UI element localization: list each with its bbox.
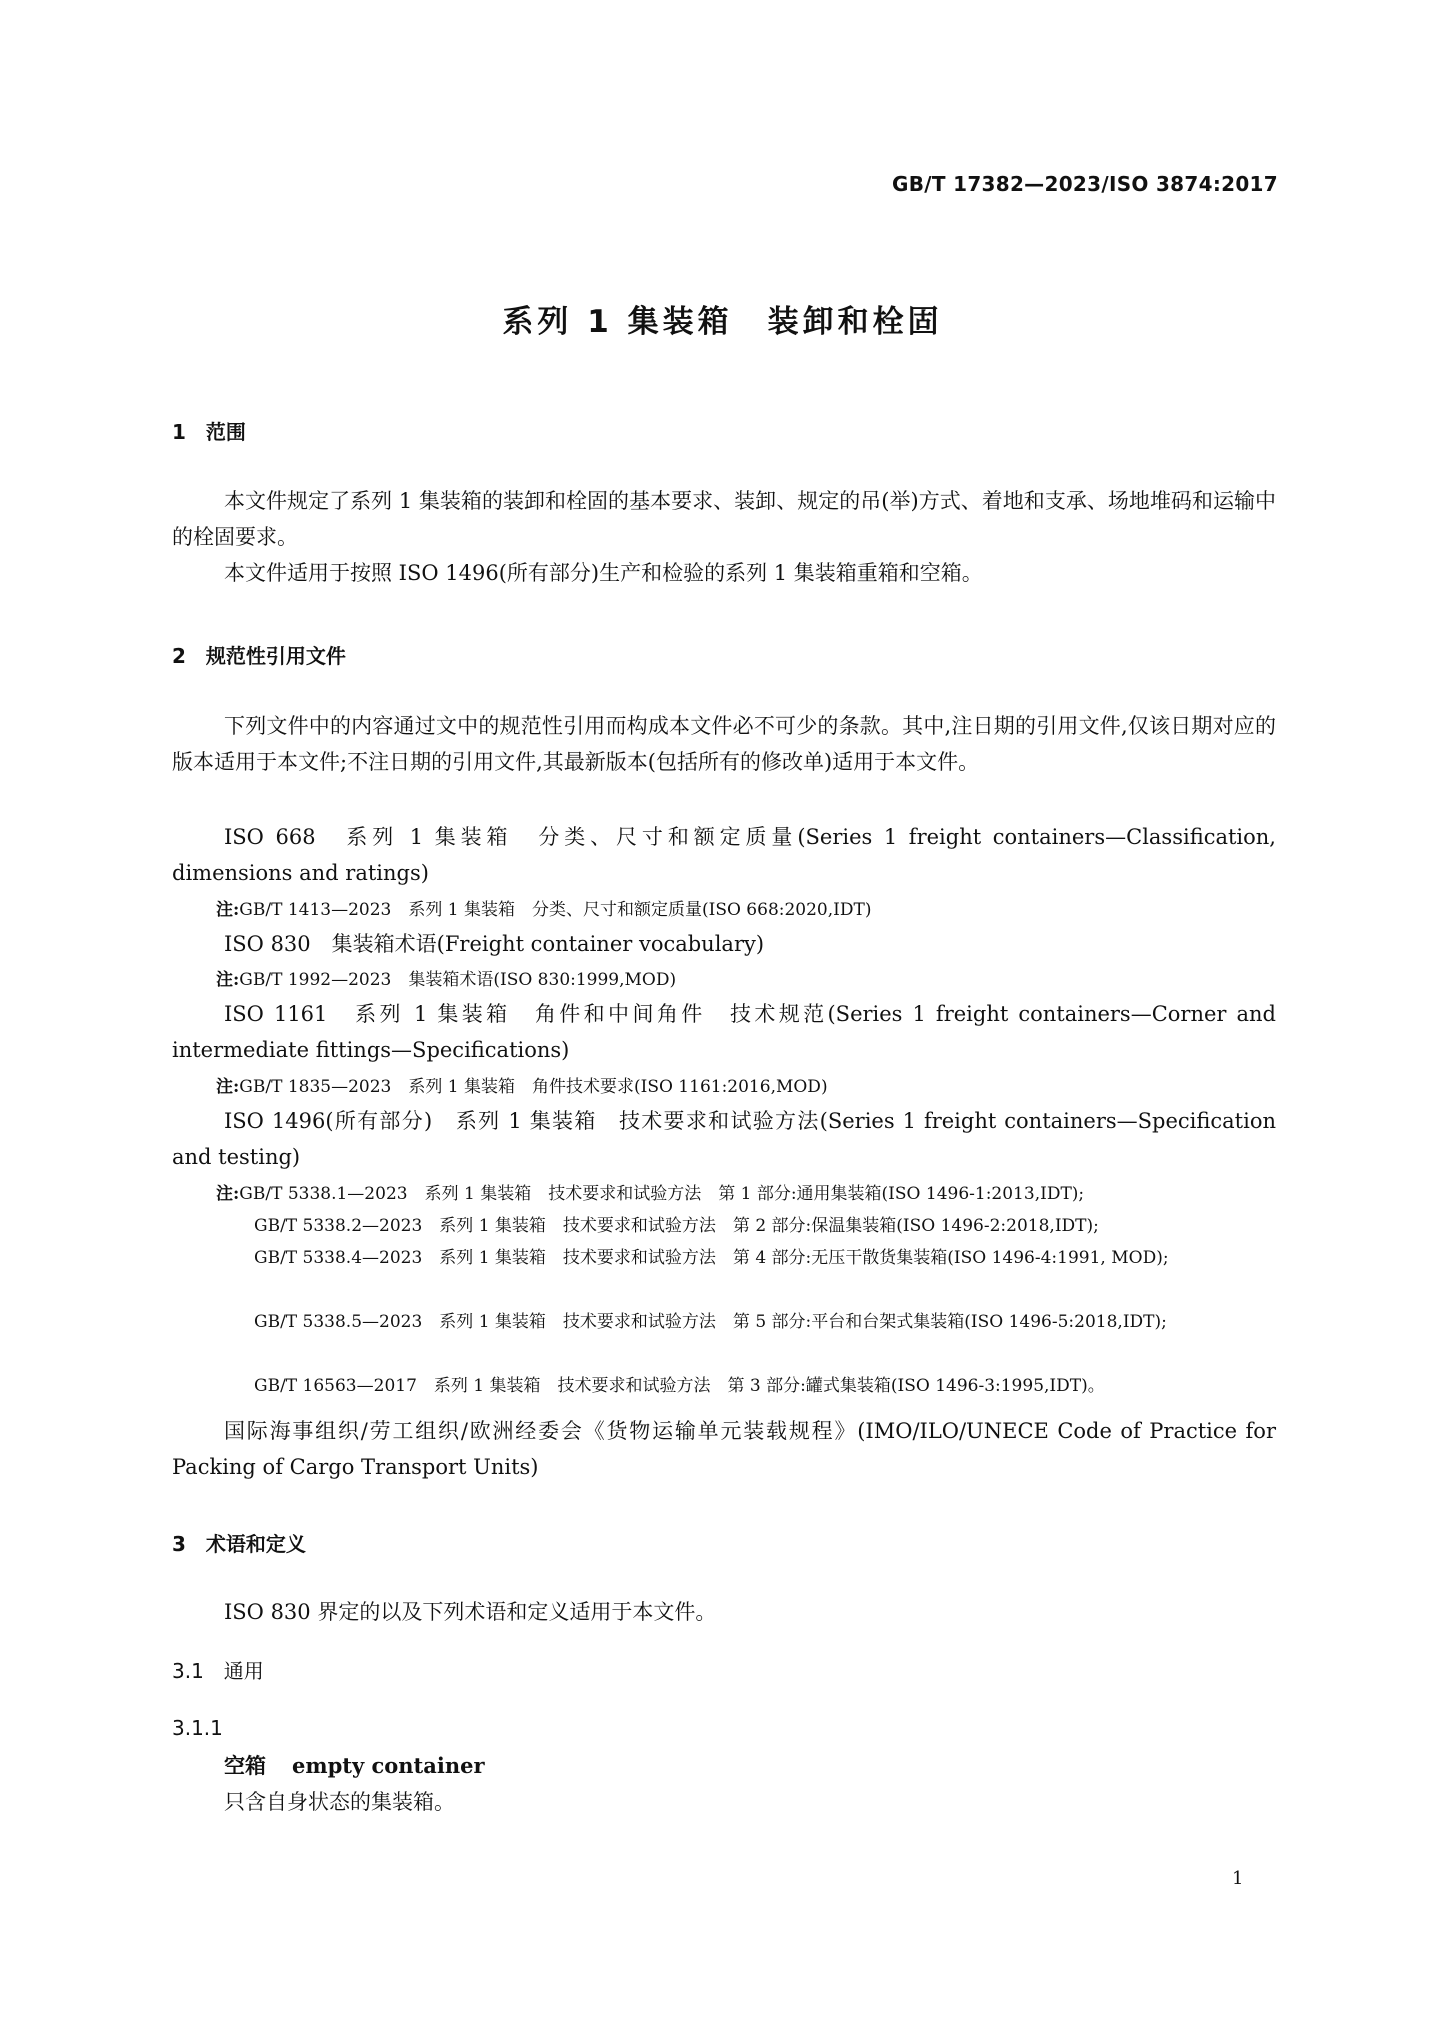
note-label: 注: [216, 1184, 240, 1204]
reference-iso-1496: ISO 1496(所有部分) 系列 1 集装箱 技术要求和试验方法(Series 1 freight containers—Specification and testing) [172, 1109, 1276, 1169]
term-chinese: 空箱 [224, 1753, 266, 1778]
page-number: 1 [1232, 1868, 1244, 1889]
note-text: GB/T 1835—2023 系列 1 集装箱 角件技术要求(ISO 1161:2016,MOD) [239, 1077, 828, 1097]
section-1-paragraph-1: 本文件规定了系列 1 集装箱的装卸和栓固的基本要求、装卸、规定的吊(举)方式、着地和支承、场地堆码和运输中的栓固要求。 [172, 489, 1276, 549]
section-2-heading: 2 规范性引用文件 [172, 644, 346, 668]
note-label: 注: [216, 970, 240, 990]
reference-iso-830: ISO 830 集装箱术语(Freight container vocabulary) [224, 932, 765, 956]
term-entry [224, 1750, 485, 1780]
standard-code: GB/T 17382—2023/ISO 3874:2017 [892, 172, 1278, 196]
note-iso-1161 [216, 1071, 1276, 1103]
term-english: empty container [292, 1753, 485, 1778]
note-label: 注: [216, 1077, 240, 1097]
note-iso-1496-item-3: GB/T 5338.4—2023 系列 1 集装箱 技术要求和试验方法 第 4 部分:无压干散货集装箱(ISO 1496-4:1991, MOD); [254, 1248, 1169, 1268]
note-text: GB/T 5338.1—2023 系列 1 集装箱 技术要求和试验方法 第 1 部分:通用集装箱(ISO 1496-1:2013,IDT); [239, 1184, 1085, 1204]
note-iso-1496-item-4: GB/T 5338.5—2023 系列 1 集装箱 技术要求和试验方法 第 5 部分:平台和台架式集装箱(ISO 1496-5:2018,IDT); [254, 1312, 1167, 1332]
reference-iso-668: ISO 668 系列 1 集装箱 分类、尺寸和额定质量(Series 1 freight containers—Classification, dimensions and ratings) [172, 825, 1276, 885]
section-2-intro: 下列文件中的内容通过文中的规范性引用而构成本文件必不可少的条款。其中,注日期的引用文件,仅该日期对应的版本适用于本文件;不注日期的引用文件,其最新版本(包括所有的修改单)适用于本文件。 [172, 714, 1276, 774]
note-iso-1496-item-5: GB/T 16563—2017 系列 1 集装箱 技术要求和试验方法 第 3 部分:罐式集装箱(ISO 1496-3:1995,IDT)。 [254, 1376, 1105, 1396]
term-definition: 只含自身状态的集装箱。 [224, 1790, 455, 1814]
term-number: 3.1.1 [172, 1716, 223, 1740]
reference-iso-1161: ISO 1161 系列 1 集装箱 角件和中间角件 技术规范(Series 1 freight containers—Corner and intermediate fittings—Specifications) [172, 1002, 1276, 1062]
section-1-heading: 1 范围 [172, 420, 246, 444]
section-1-paragraph-2: 本文件适用于按照 ISO 1496(所有部分)生产和检验的系列 1 集装箱重箱和空箱。 [224, 561, 983, 585]
section-3-heading: 3 术语和定义 [172, 1532, 306, 1556]
section-3-intro: ISO 830 界定的以及下列术语和定义适用于本文件。 [224, 1600, 717, 1624]
note-label: 注: [216, 900, 240, 920]
document-title: 系列 1 集装箱 装卸和栓固 [502, 304, 943, 340]
section-3-1-heading: 3.1 通用 [172, 1659, 264, 1683]
note-iso-1496-item-1 [216, 1178, 1276, 1210]
note-text: GB/T 1992—2023 集装箱术语(ISO 830:1999,MOD) [239, 970, 677, 990]
reference-imo-ilo-unece: 国际海事组织/劳工组织/欧洲经委会《货物运输单元装载规程》(IMO/ILO/UNECE Code of Practice for Packing of Cargo Transport Units) [172, 1419, 1276, 1479]
note-iso-830 [216, 964, 1276, 996]
note-text: GB/T 1413—2023 系列 1 集装箱 分类、尺寸和额定质量(ISO 668:2020,IDT) [239, 900, 872, 920]
note-iso-668 [216, 894, 1276, 926]
note-iso-1496-item-2: GB/T 5338.2—2023 系列 1 集装箱 技术要求和试验方法 第 2 部分:保温集装箱(ISO 1496-2:2018,IDT); [254, 1216, 1099, 1236]
